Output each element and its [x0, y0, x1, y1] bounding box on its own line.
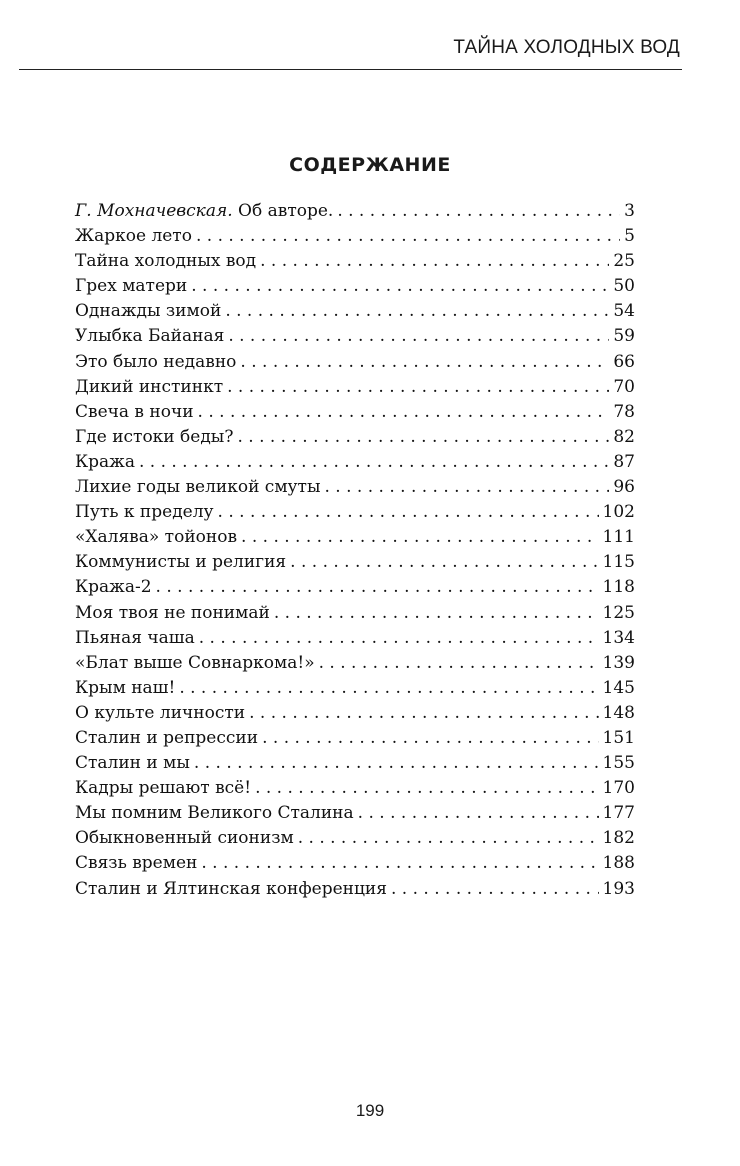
- toc-entry-title: Где истоки беды?: [75, 426, 234, 447]
- toc-entry: [75, 826, 635, 851]
- dot-leader: [319, 651, 599, 676]
- dot-leader: [139, 450, 609, 475]
- toc-entry-label: [75, 450, 135, 475]
- toc-entry-author: Г. Мохначевская.: [75, 201, 233, 221]
- toc-entry-label: [75, 224, 192, 249]
- header-rule: [19, 69, 682, 70]
- toc-entry-title: Об авторе.: [238, 201, 334, 221]
- toc-entry-page: 188: [602, 853, 635, 874]
- toc-entry-page: 182: [602, 828, 635, 849]
- toc-entry-label: [75, 550, 286, 575]
- dot-leader: [241, 525, 599, 550]
- toc-entry: [75, 224, 635, 249]
- dot-leader: [274, 601, 599, 626]
- toc-entry: [75, 626, 635, 651]
- toc-entry-page: 78: [613, 401, 635, 422]
- toc-entry-page: 54: [613, 301, 635, 322]
- dot-leader: [179, 676, 598, 701]
- dot-leader: [298, 826, 599, 851]
- toc-entry-label: [75, 751, 190, 776]
- toc-entry-page: 145: [602, 677, 635, 698]
- toc-entry-title: Пьяная чаша: [75, 627, 195, 648]
- toc-entry-title: Крым наш!: [75, 677, 176, 698]
- toc-entry-title: Коммунисты и религия: [75, 552, 287, 573]
- toc-entry-label: [75, 375, 223, 400]
- toc-entry-title: Обыкновенный сионизм: [75, 828, 294, 849]
- toc-entry-title: Кража: [75, 451, 135, 472]
- dot-leader: [391, 877, 599, 902]
- toc-entry: [75, 550, 635, 575]
- dot-leader: [191, 274, 609, 299]
- dot-leader: [228, 324, 609, 349]
- toc-entry-page: 177: [602, 803, 635, 824]
- dot-leader: [156, 575, 599, 600]
- dot-leader: [337, 199, 620, 224]
- toc-entry-page: 134: [602, 627, 635, 648]
- dot-leader: [218, 500, 599, 525]
- toc-entry: [75, 450, 635, 475]
- toc-entry-label: [75, 877, 387, 902]
- dot-leader: [249, 701, 598, 726]
- toc-entry-title: Дикий инстинкт: [75, 376, 224, 397]
- dot-leader: [201, 851, 598, 876]
- dot-leader: [196, 224, 620, 249]
- toc-entry: [75, 299, 635, 324]
- toc-entry-page: 155: [602, 753, 635, 774]
- toc-entry: [75, 601, 635, 626]
- toc-entry-title: Улыбка Байаная: [75, 326, 225, 347]
- toc-entry-label: [75, 651, 315, 676]
- toc-entry: [75, 350, 635, 375]
- toc-entry-label: [75, 475, 320, 500]
- toc-entry-page: 82: [613, 426, 635, 447]
- dot-leader: [290, 550, 598, 575]
- toc-entry-page: 125: [602, 602, 635, 623]
- toc-entry: [75, 877, 635, 902]
- toc-entry-label: [75, 701, 245, 726]
- toc-entry-title: Жаркое лето: [75, 226, 192, 247]
- toc-entry-title: Кадры решают всё!: [75, 778, 252, 799]
- toc-entry-label: [75, 500, 214, 525]
- toc-entry-title: Свеча в ночи: [75, 401, 194, 422]
- toc-entry-title: Мы помним Великого Сталина: [75, 803, 354, 824]
- toc-entry-title: Лихие годы великой смуты: [75, 477, 321, 498]
- toc-entry: [75, 701, 635, 726]
- dot-leader: [194, 751, 599, 776]
- toc-entry: [75, 651, 635, 676]
- toc-entry-title: Это было недавно: [75, 351, 237, 372]
- toc-entry-label: [75, 249, 256, 274]
- toc-entry: [75, 324, 635, 349]
- toc-entry: [75, 274, 635, 299]
- dot-leader: [324, 475, 609, 500]
- toc-entry-label: [75, 274, 187, 299]
- toc-entry-page: 25: [613, 251, 635, 272]
- toc-entry: [75, 801, 635, 826]
- dot-leader: [198, 400, 610, 425]
- toc-entry-page: 148: [602, 702, 635, 723]
- toc-entry-title: Сталин и репрессии: [75, 727, 259, 748]
- toc-entry: [75, 475, 635, 500]
- toc-entry-title: Однажды зимой: [75, 301, 222, 322]
- toc-entry-page: 115: [602, 552, 635, 573]
- dot-leader: [227, 375, 609, 400]
- toc-entry: [75, 199, 635, 224]
- toc-entry-page: 59: [613, 326, 635, 347]
- toc-entry-page: 170: [602, 778, 635, 799]
- toc-entry: [75, 375, 635, 400]
- toc-entry-label: [75, 801, 354, 826]
- toc-entry: [75, 851, 635, 876]
- running-head: ТАЙНА ХОЛОДНЫХ ВОД: [453, 37, 680, 58]
- toc-entry-title: О культе личности: [75, 702, 246, 723]
- toc-entry-page: 139: [602, 652, 635, 673]
- toc-entry: [75, 500, 635, 525]
- toc-entry: [75, 676, 635, 701]
- toc-entry-title: Кража-2: [75, 577, 152, 598]
- toc-entry-title: Сталин и мы: [75, 753, 190, 774]
- toc-entry: [75, 425, 635, 450]
- toc-entry-label: [75, 826, 294, 851]
- toc-entry-page: 151: [602, 727, 635, 748]
- dot-leader: [199, 626, 599, 651]
- toc-entry-page: 111: [602, 527, 635, 548]
- toc-entry-page: 66: [613, 351, 635, 372]
- toc-entry-title: Тайна холодных вод: [75, 251, 257, 272]
- toc-entry-page: 3: [624, 201, 635, 221]
- toc-entry-label: [75, 601, 270, 626]
- toc-entry-title: Связь времен: [75, 853, 198, 874]
- toc-entry-page: 50: [613, 276, 635, 297]
- toc-entry: [75, 751, 635, 776]
- toc-entry-page: 118: [602, 577, 635, 598]
- toc-entry-label: [75, 626, 195, 651]
- toc-entry-label: [75, 199, 333, 224]
- toc-entry: [75, 726, 635, 751]
- toc-entry-page: 102: [602, 502, 635, 523]
- toc-entry-label: [75, 525, 237, 550]
- toc-entry-page: 87: [613, 451, 635, 472]
- toc-entry-label: [75, 299, 221, 324]
- dot-leader: [260, 249, 609, 274]
- dot-leader: [237, 425, 609, 450]
- toc-entry-label: [75, 676, 175, 701]
- toc-entry-label: [75, 400, 194, 425]
- toc-entry-label: [75, 575, 152, 600]
- toc-entry-title: Моя твоя не понимай: [75, 602, 270, 623]
- toc-entry: [75, 575, 635, 600]
- toc-entry-title: Путь к пределу: [75, 502, 214, 523]
- toc-entry-title: «Халява» тойонов: [75, 527, 238, 548]
- toc-title: СОДЕРЖАНИЕ: [289, 154, 451, 176]
- toc-entry-page: 96: [613, 477, 635, 498]
- toc-entry: [75, 249, 635, 274]
- dot-leader: [225, 299, 609, 324]
- toc-entry-label: [75, 425, 233, 450]
- toc-entry-title: Грех матери: [75, 276, 188, 297]
- dot-leader: [358, 801, 599, 826]
- dot-leader: [255, 776, 598, 801]
- toc-entry-label: [75, 324, 224, 349]
- dot-leader: [240, 350, 609, 375]
- toc-entry-label: [75, 776, 251, 801]
- page-number: 199: [355, 1101, 385, 1120]
- toc-entry-title: «Блат выше Совнаркома!»: [75, 652, 315, 673]
- toc-entry-label: [75, 726, 258, 751]
- toc-entry-page: 193: [602, 878, 635, 899]
- toc-entry-page: 70: [613, 376, 635, 397]
- dot-leader: [262, 726, 598, 751]
- toc-entry: [75, 400, 635, 425]
- toc-entry-page: 5: [624, 226, 635, 247]
- toc-entry-title: Сталин и Ялтинская конференция: [75, 878, 387, 899]
- table-of-contents: [75, 199, 635, 902]
- toc-entry: [75, 525, 635, 550]
- toc-entry-label: [75, 851, 197, 876]
- toc-entry: [75, 776, 635, 801]
- toc-entry-label: [75, 350, 236, 375]
